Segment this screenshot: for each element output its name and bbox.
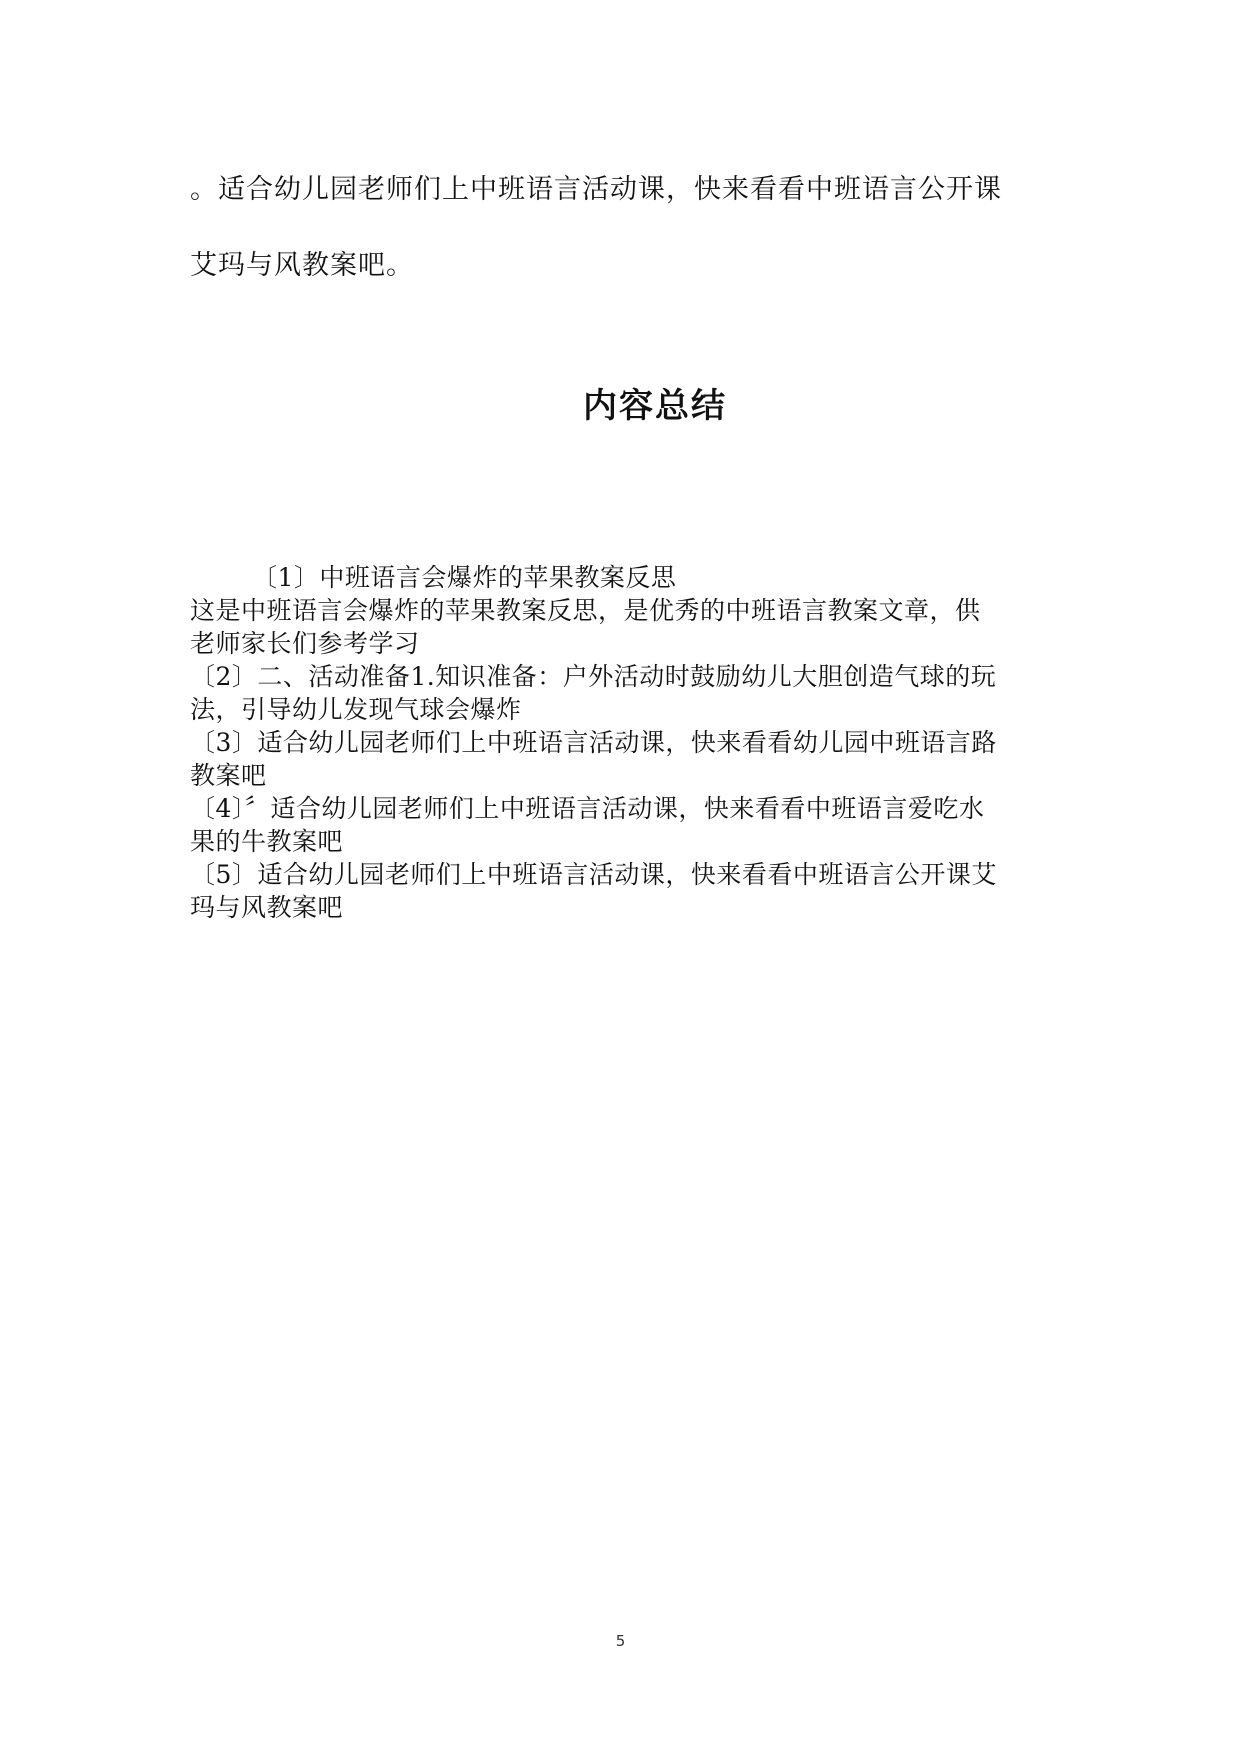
- summary-line: 玛与风教案吧: [190, 893, 344, 922]
- summary-line: 〔5〕适合幼儿园老师们上中班语言活动课，快来看看中班语言公开课艾: [190, 860, 997, 889]
- intro-line-2: 艾玛与风教案吧。: [190, 250, 414, 281]
- summary-line: 教案吧: [190, 761, 267, 790]
- summary-line: 果的牛教案吧: [190, 827, 344, 856]
- summary-line: 〔4〕〞适合幼儿园老师们上中班语言活动课，快来看看中班语言爱吃水: [190, 794, 985, 823]
- summary-list: [190, 561, 1070, 924]
- intro-line-1: 。适合幼儿园老师们上中班语言活动课，快来看看中班语言公开课: [190, 174, 1002, 205]
- summary-line: 老师家长们参考学习: [190, 629, 420, 658]
- page-number: 5: [615, 1632, 626, 1650]
- summary-line: 这是中班语言会爆炸的苹果教案反思，是优秀的中班语言教案文章，供: [190, 596, 981, 625]
- intro-paragraph: [190, 152, 1060, 304]
- summary-line: 〔3〕适合幼儿园老师们上中班语言活动课，快来看看幼儿园中班语言路: [190, 728, 997, 757]
- summary-line: 法，引导幼儿发现气球会爆炸: [190, 695, 522, 724]
- section-heading: 内容总结: [583, 386, 727, 426]
- summary-line: 〔1〕中班语言会爆炸的苹果教案反思: [252, 563, 677, 592]
- summary-line: 〔2〕二、活动准备1.知识准备：户外活动时鼓励幼儿大胆创造气球的玩: [190, 662, 997, 691]
